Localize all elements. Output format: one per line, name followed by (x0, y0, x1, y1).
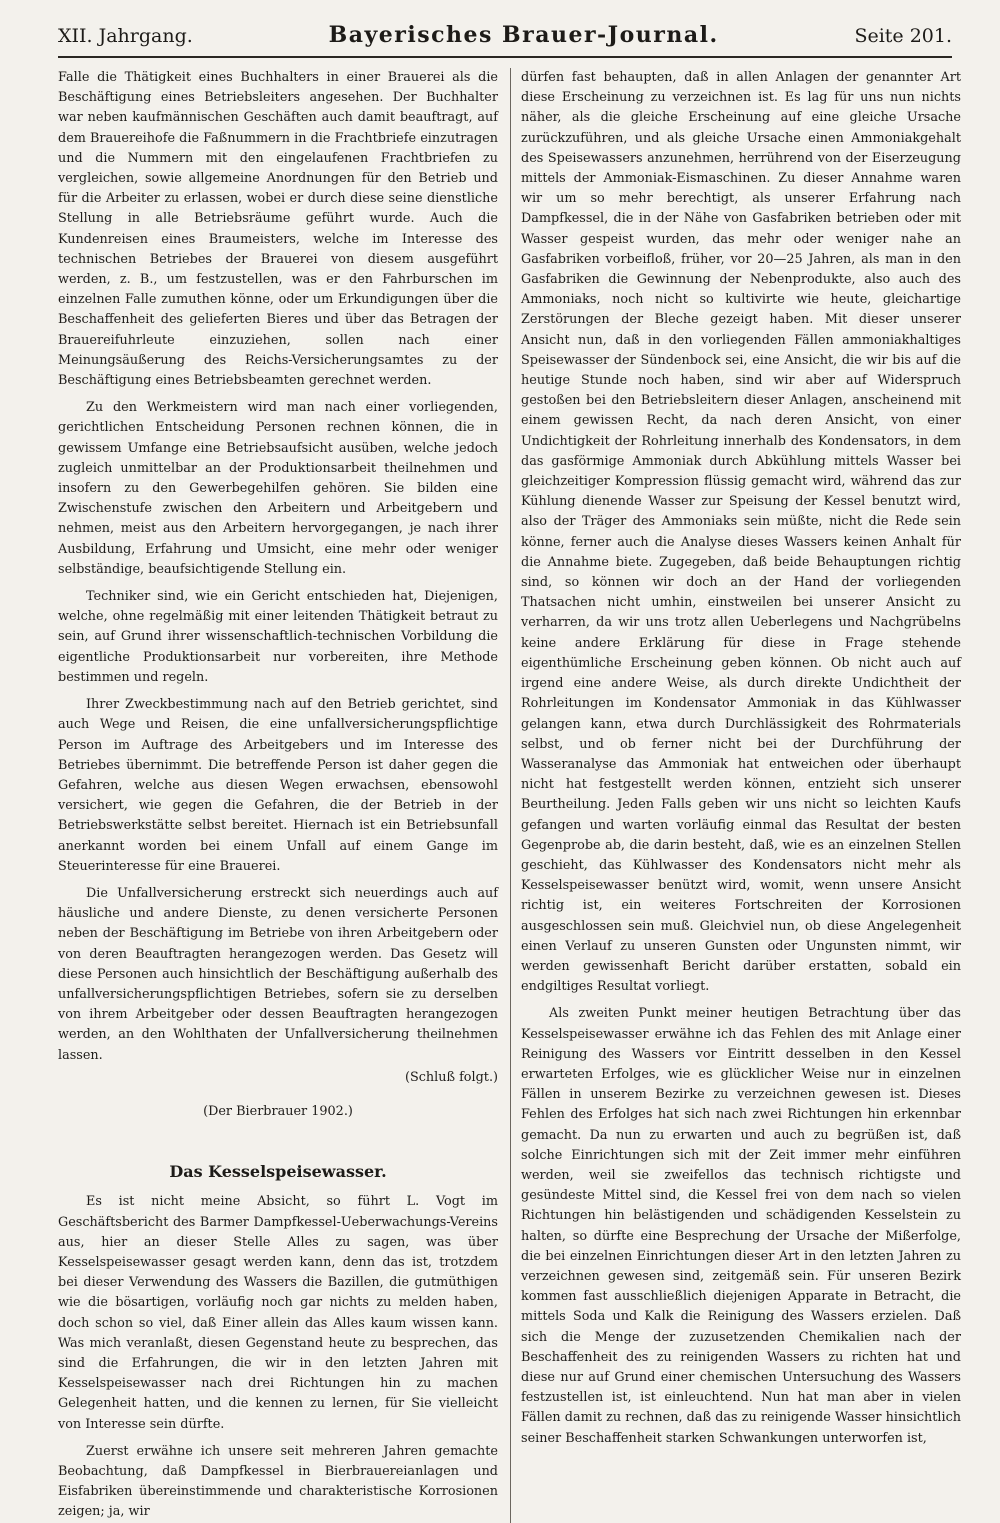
section-title: Das Kesselspeisewasser. (169, 1162, 387, 1182)
article-paragraph: Zuerst erwähne ich unsere seit mehreren Jahren gemachte Beobachtung, daß Dampfkessel in Bierbrauereianlagen und Eisfabriken übereinstimmende und charakteristische Korrosionen zeigen; ja, wir (58, 1443, 498, 1520)
right-column (510, 68, 961, 1523)
article-paragraph: Als zweiten Punkt meiner heutigen Betrachtung über das Kesselspeisewasser erwähne ich das Fehlen des mit Anlage einer Reinigung des Wassers vor Eintritt desselben in den Kessel erwarteten Erfolges, wie es glücklicher Weise nur in einzelnen Fällen in unserem Bezirke zu verzeichnen gewesen ist. Dieses Fehlen des Erfolges hat sich nach zwei Richtungen hin erkennbar gemacht. Da nun zu erwarten und auch zu begrüßen ist, daß solche Einrichtungen sich mit der Zeit immer mehr einführen werden, weil sie zweifellos das technisch richtigste und gesündeste Mittel sind, die Kessel frei von dem nach so vielen Richtungen hin belästigenden und schädigenden Kesselstein zu halten, so dürfte eine Besprechung der Ursache der Mißerfolge, die bei einzelnen Einrichtungen dieser Art in den letzten Jahren zu verzeichnen gewesen sind, zeitgemäß sein. Für unseren Bezirk kommen fast ausschließlich diejenigen Apparate in Betracht, die mittels Soda und Kalk die Reinigung des Wassers erzielen. Daß sich die Menge der zuzusetzenden Chemikalien nach der Beschaffenheit des zu reinigenden Wassers zu richten hat und diese nur auf Grund einer chemischen Untersuchung des Wassers festzustellen ist, ist einleuchtend. Nun hat man aber in vielen Fällen damit zu rechnen, daß das zu reinigende Wasser hinsichtlich seiner Beschaffenheit starken Schwankungen unterworfen ist, (521, 1006, 961, 1446)
closing-text: (Schluß folgt.) (404, 1069, 498, 1085)
continuation-note (58, 1068, 498, 1088)
volume-label: XII. Jahrgang. (58, 25, 193, 47)
left-column (58, 68, 498, 1523)
text-columns (58, 68, 961, 1523)
article-paragraph: dürfen fast behaupten, daß in allen Anlagen der genannter Art diese Erscheinung zu verzeichnen ist. Es lag für uns nun nichts näher, als die gleiche Erscheinung auf eine gleiche Ursache zurückzuführen, und als gleiche Ursache einen Ammoniakgehalt des Speisewassers anzunehmen, herrührend von der Eiserzeugung mittels der Ammoniak-Eismaschinen. Zu dieser Annahme waren wir um so mehr berechtigt, als unserer Erfahrung nach Dampfkessel, die in der Nähe von Gasfabriken betrieben oder mit Wasser gespeist wurden, das mehr oder weniger nahe an Gasfabriken vorbeifloß, früher, vor 20—25 Jahren, als man in den Gasfabriken die Gewinnung der Nebenprodukte, also auch des Ammoniaks, noch nicht so kultivirte wie heute, gleichartige Zerstörungen der Bleche gezeigt haben. Mit dieser unserer Ansicht nun, daß in den vorliegenden Fällen ammoniakhaltiges Speisewasser der Sündenbock sei, eine Ansicht, die wir bis auf die heutige Stunde noch haben, sind wir aber auf Widerspruch gestoßen bei den Betriebsleitern dieser Anlagen, anscheinend mit einem gewissen Recht, da nach deren Ansicht, von einer Undichtigkeit der Rohrleitung innerhalb des Kondensators, in dem das gasförmige Ammoniak durch Abkühlung mittels Wasser bei gleichzeitiger Kompression flüssig gemacht wird, während das zur Kühlung dienende Wasser zur Speisung der Kessel benutzt wird, also der Träger des Ammoniaks sein müßte, nicht die Rede sein könne, ferner auch die Analyse dieses Wassers keinen Anhalt für die Annahme biete. Zugegeben, daß beide Behauptungen richtig sind, so können wir doch an der Hand der vorliegenden Thatsachen nicht umhin, einstweilen bei unserer Ansicht zu verharren, da wir uns trotz allen Ueberlegens und Nachgrübelns keine andere Erklärung für diese in Frage stehende eigenthümliche Erscheinung geben können. Ob nicht auch auf irgend eine andere Weise, als durch direkte Undichtheit der Rohrleitungen im Kondensator Ammoniak in das Kühlwasser gelangen kann, etwa durch Durchlässigkeit des Rohrmaterials selbst, und ob ferner nicht bei der Durchführung der Wasseranalyse das Ammoniak hat entweichen oder überhaupt nicht hat festgestellt werden können, entzieht sich unserer Beurtheilung. Jeden Falls geben wir uns nicht so leichten Kaufs gefangen und warten vorläufig einmal das Resultat der besten Gegenprobe ab, die darin besteht, daß, wie es an einzelnen Stellen geschieht, das Kühlwasser des Kondensators nicht mehr als Kesselspeisewasser benützt wird, womit, wenn unsere Ansicht richtig ist, ein weiteres Fortschreiten der Korrosionen ausgeschlossen sein muß. Gleichviel nun, ob diese Angelegenheit einen Verlauf zu unseren Gunsten oder Ungunsten nimmt, wir werden gewissenhaft Bericht darüber erstatten, sobald ein endgiltiges Resultat vorliegt. (521, 70, 961, 995)
article-paragraph: Die Unfallversicherung erstreckt sich neuerdings auch auf häusliche und andere Dienste, zu denen versicherte Personen neben der Beschäftigung im Betriebe von ihren Arbeitgebern oder von deren Beauftragten herangezogen werden. Das Gesetz will diese Personen auch hinsichtlich der Beschäftigung außerhalb des unfallversicherungspflichtigen Betriebes, sofern sie zu derselben von ihrem Arbeitgeber oder dessen Beauftragten herangezogen werden, an den Wohlthaten der Unfallversicherung theilnehmen lassen. (58, 885, 498, 1063)
source-citation: (Der Bierbrauer 1902.) (203, 1103, 353, 1119)
article-paragraph: Techniker sind, wie ein Gericht entschieden hat, Diejenigen, welche, ohne regelmäßig mit einer leitenden Thätigkeit betraut zu sein, auf Grund ihrer wissenschaftlich-technischen Vorbildung die eigentliche Produktionsarbeit nur vorbereiten, ihre Methode bestimmen und regeln. (58, 589, 498, 685)
journal-title: Bayerisches Brauer-Journal. (328, 22, 719, 48)
article-paragraph: Ihrer Zweckbestimmung nach auf den Betrieb gerichtet, sind auch Wege und Reisen, die eine unfallversicherungspflichtige Person im Auftrage des Arbeitgebers und im Interesse des Betriebes übernimmt. Die betreffende Person ist daher gegen die Gefahren, welche aus diesen Wegen erwachsen, ebensowohl versichert, wie gegen die Gefahren, die der Betrieb in der Betriebswerkstätte selbst bereitet. Hiernach ist ein Betriebsunfall anerkannt worden bei einem Unfall auf einem Gange im Steuerinteresse für eine Brauerei. (58, 697, 498, 874)
article-paragraph: Falle die Thätigkeit eines Buchhalters in einer Brauerei als die Beschäftigung eines Betriebsleiters angesehen. Der Buchhalter war neben kaufmännischen Geschäften auch damit beauftragt, auf dem Brauereihofe die Faßnummern in die Frachtbriefe einzutragen und die Nummern mit den eingelaufenen Frachtbriefen zu vergleichen, sowie allgemeine Anordnungen für den Betrieb und für die Arbeiter zu erlassen, wobei er durch diese seine dienstliche Stellung in alle Betriebsräume geführt wurde. Auch die Kundenreisen eines Braumeisters, welche im Interesse des technischen Betriebes der Brauerei von diesem ausgeführt werden, z. B., um festzustellen, was er den Fahrburschen im einzelnen Falle zumuthen könne, oder um Erkundigungen über die Beschaffenheit des gelieferten Bieres und über das Betragen der Brauereifuhrleute einzuziehen, sollen nach einer Meinungsäußerung des Reichs-Versicherungsamtes zu der Beschäftigung eines Betriebsbeamten gerechnet werden. (58, 70, 498, 389)
article-paragraph: Zu den Werkmeistern wird man nach einer vorliegenden, gerichtlichen Entscheidung Personen rechnen können, die in gewissem Umfange eine Betriebsaufsicht ausüben, welche jedoch zugleich unmittelbar an der Produktionsarbeit theilnehmen und insofern zu den Gewerbegehilfen gehören. Sie bilden eine Zwischenstufe zwischen den Arbeitern und Arbeitgebern und nehmen, meist aus den Arbeitern hervorgegangen, je nach ihrer Ausbildung, Erfahrung und Umsicht, eine mehr oder weniger selbständige, beaufsichtigende Stellung ein. (58, 400, 498, 577)
page-number: Seite 201. (854, 25, 952, 47)
article-paragraph: Es ist nicht meine Absicht, so führt L. Vogt im Geschäftsbericht des Barmer Dampfkessel-Ueberwachungs-Vereins aus, hier an dieser Stelle Alles zu sagen, was über Kesselspeisewasser gesagt werden kann, denn das ist, trotzdem bei dieser Verwendung des Wassers die Bazillen, die gutmüthigen wie die bösartigen, vorläufig noch gar nichts zu melden haben, doch schon so viel, daß Einer allein das Alles kaum wissen kann. Was mich veranlaßt, diesen Gegenstand heute zu besprechen, das sind die Erfahrungen, die wir in den letzten Jahren mit Kesselspeisewasser nach drei Richtungen hin zu machen Gelegenheit hatten, und die kennen zu lernen, für Sie vielleicht von Interesse sein dürfte. (58, 1194, 498, 1432)
page-header (58, 22, 952, 58)
